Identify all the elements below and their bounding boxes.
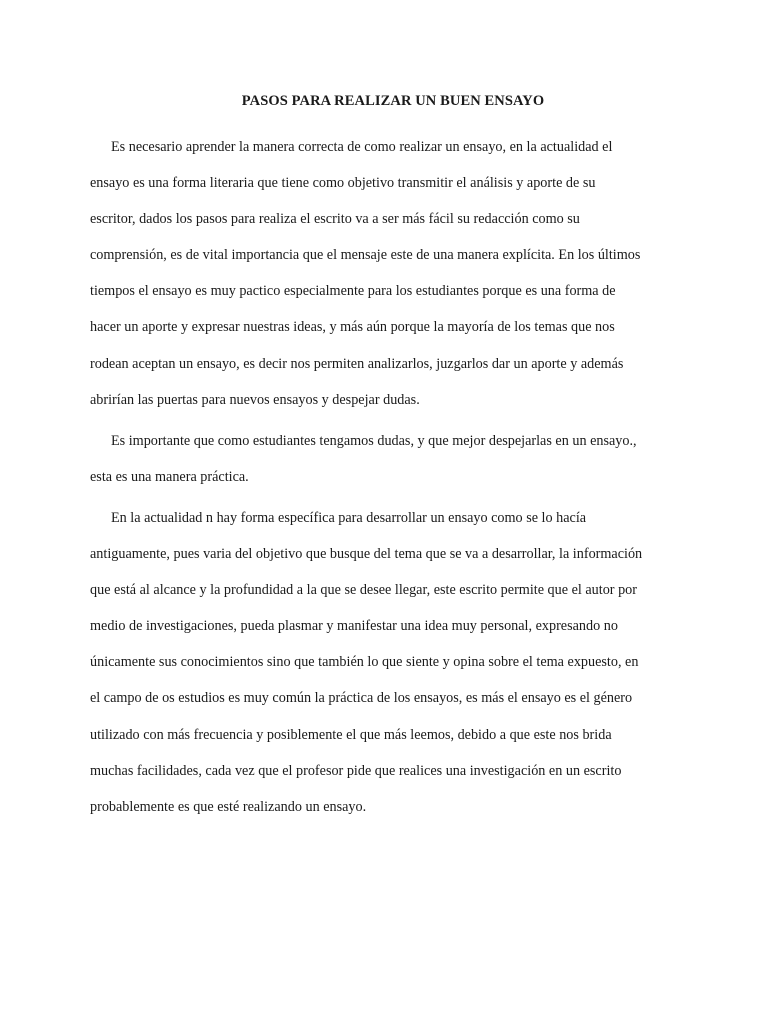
text-line: abrirían las puertas para nuevos ensayos y despejar dudas. bbox=[90, 391, 420, 408]
text-line: Es necesario aprender la manera correcta de como realizar un ensayo, en la actualidad el bbox=[111, 139, 613, 155]
text-line: En la actualidad n hay forma específica para desarrollar un ensayo como se lo hacía bbox=[111, 509, 587, 526]
text-line: probablemente es que esté realizando un ensayo. bbox=[90, 798, 367, 815]
text-line: ensayo es una forma literaria que tiene como objetivo transmitir el análisis y aporte de su bbox=[90, 175, 596, 192]
text-line: comprensión, es de vital importancia que el mensaje este de una manera explícita. En los últimos bbox=[90, 247, 641, 264]
text-line: hacer un aporte y expresar nuestras ideas, y más aún porque la mayoría de los temas que nos bbox=[90, 319, 615, 336]
text-line: rodean aceptan un ensayo, es decir nos permiten analizarlos, juzgarlos dar un aporte y además bbox=[90, 355, 624, 372]
text-line: tiempos el ensayo es muy pactico especialmente para los estudiantes porque es una forma de bbox=[90, 283, 616, 300]
text-line: el campo de os estudios es muy común la práctica de los ensayos, es más el ensayo es el género bbox=[90, 690, 633, 707]
paragraph-3 bbox=[90, 500, 690, 825]
paragraph-2 bbox=[90, 423, 690, 495]
text-line: escritor, dados los pasos para realiza el escrito va a ser más fácil su redacción como su bbox=[90, 211, 580, 228]
text-line: utilizado con más frecuencia y posiblemente el que más leemos, debido a que este nos brida bbox=[90, 726, 612, 743]
text-line: únicamente sus conocimientos sino que también lo que siente y opina sobre el tema expuesto, en bbox=[90, 654, 639, 671]
document-body bbox=[90, 129, 690, 825]
paragraph-1 bbox=[90, 129, 690, 418]
text-line: que está al alcance y la profundidad a la que se desee llegar, este escrito permite que el autor por bbox=[90, 582, 637, 599]
text-line: antiguamente, pues varia del objetivo que busque del tema que se va a desarrollar, la información bbox=[90, 546, 643, 563]
text-line: Es importante que como estudiantes tengamos dudas, y que mejor despejarlas en un ensayo., bbox=[111, 432, 637, 449]
document-title: PASOS PARA REALIZAR UN BUEN ENSAYO bbox=[241, 93, 545, 109]
text-line: muchas facilidades, cada vez que el profesor pide que realices una investigación en un escrito bbox=[90, 762, 622, 779]
text-line: medio de investigaciones, pueda plasmar y manifestar una idea muy personal, expresando no bbox=[90, 618, 618, 635]
text-line: esta es una manera práctica. bbox=[90, 468, 249, 485]
